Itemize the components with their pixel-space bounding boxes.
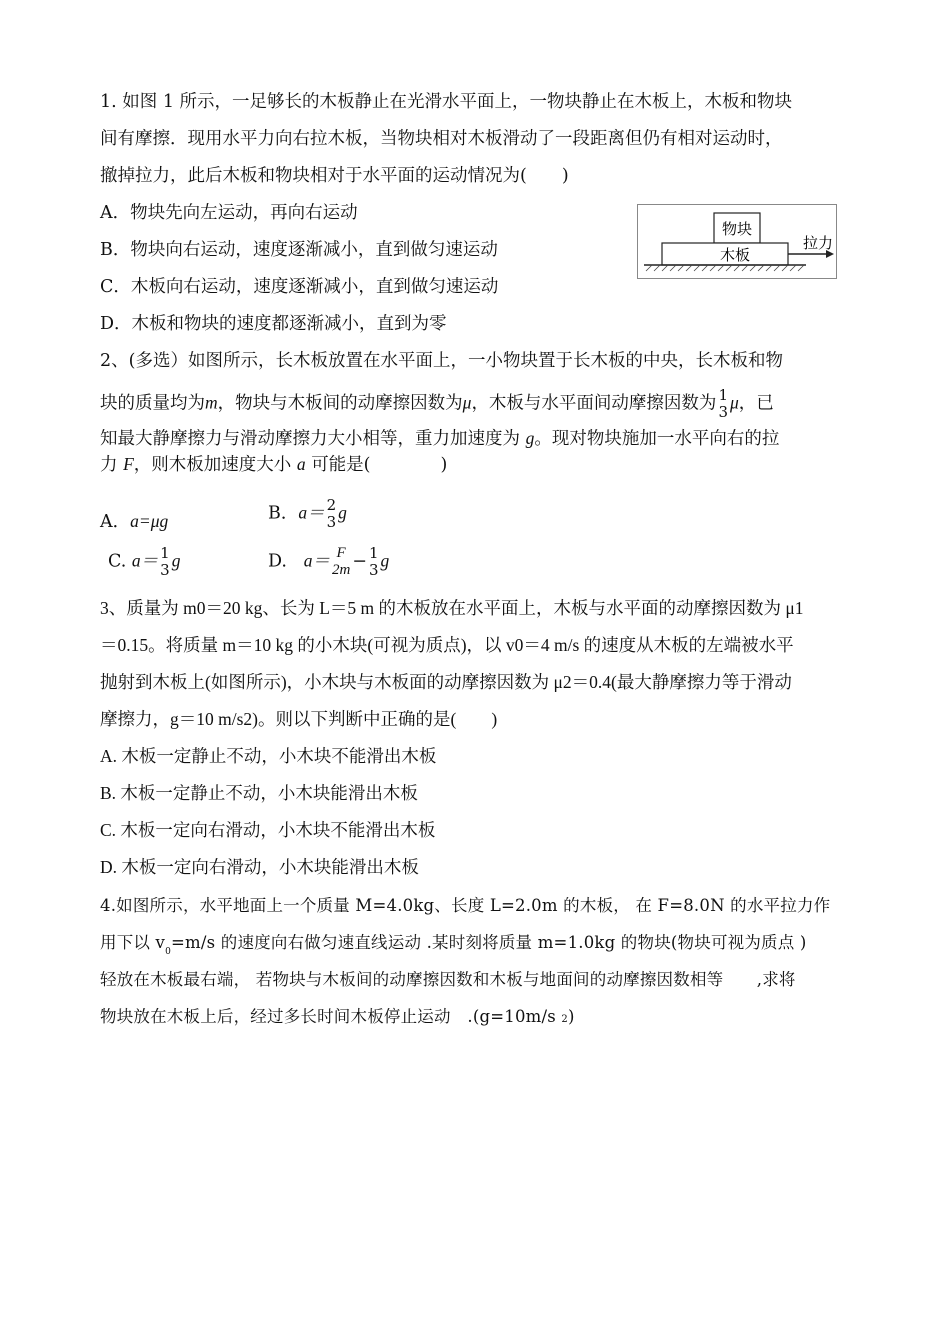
q2-option-a: A．a=μg — [100, 511, 169, 532]
ground-hatch — [646, 265, 804, 271]
q1-line1: 1. 如图 1 所示，一足够长的木板静止在光滑水平面上，一物块静止在木板上，木板和物块 — [100, 92, 793, 112]
q2-option-c: C. a＝ 1 3 g — [108, 544, 181, 579]
fraction-one-third: 1 3 — [718, 386, 728, 421]
q1-line2: 间有摩擦．现用水平力向右拉木板，当物块相对木板滑动了一段距离但仍有相对运动时， — [100, 129, 783, 149]
q3-line1: 3、质量为 m0＝20 kg、长为 L＝5 m 的木板放在水平面上，木板与水平面的动摩擦因数为 μ1 — [100, 598, 804, 618]
q3-option-b: B. 木板一定静止不动，小木块能滑出木板 — [100, 783, 418, 803]
q4-line1: 4.如图所示，水平地面上一个质量 M=4.0kg、长度 L=2.0m 的木板， 在 F=8.0N 的水平拉力作 — [100, 896, 831, 915]
var-g: g — [525, 428, 535, 448]
q2-line3: 知最大静摩擦力与滑动摩擦力大小相等，重力加速度为 g。现对物块施加一水平向右的拉 — [100, 428, 780, 449]
q3-line4: 摩擦力，g＝10 m/s2)。则以下判断中正确的是( ) — [100, 709, 498, 729]
q2-line2: 块的质量均为m，物块与木板间的动摩擦因数为μ，木板与水平面间动摩擦因数为 1 3 μ，已 — [100, 386, 774, 421]
q3-option-a: A. 木板一定静止不动，小木块不能滑出木板 — [100, 746, 437, 766]
force-label: 拉力 — [802, 234, 834, 252]
q1-option-c: C．木板向右运动，速度逐渐减小，直到做匀速运动 — [100, 277, 499, 297]
q1-line3: 撤掉拉力，此后木板和物块相对于水平面的运动情况为( ) — [100, 166, 569, 186]
q2-option-b: B．a＝ 2 3 g — [268, 496, 347, 531]
var-a: a — [296, 454, 306, 474]
q1-option-a: A．物块先向左运动，再向右运动 — [100, 203, 358, 223]
q1-option-b: B．物块向右运动，速度逐渐减小，直到做匀速运动 — [100, 240, 498, 260]
board-label: 木板 — [719, 246, 751, 264]
q3-line2: ＝0.15。将质量 m＝10 kg 的小木块(可视为质点)，以 v0＝4 m/s 的速度从木板的左端被水平 — [100, 635, 794, 655]
var-F: F — [123, 454, 134, 474]
q2-line4: 力 F，则木板加速度大小 a 可能是( ) — [100, 454, 448, 475]
var-m: m — [205, 392, 218, 413]
q3-option-d: D. 木板一定向右滑动，小木块能滑出木板 — [100, 857, 419, 877]
q1-option-d: D．木板和物块的速度都逐渐减小，直到为零 — [100, 314, 447, 334]
board-block-diagram — [638, 205, 836, 278]
q4-line4: 物块放在木板上后，经过多长时间木板停止运动 .(g=10m/s 2) — [100, 1007, 575, 1026]
q4-line2: 用下以 $v_0=m/s$ 的速度向右做匀速直线运动 .某时刻将质量 m=1.0kg 的物块(物块可视为质点 ) — [100, 933, 807, 957]
q2-line1: 2、(多选）如图所示，长木板放置在水平面上，一小物块置于长木板的中央，长木板和物 — [100, 351, 783, 371]
q3-line3: 抛射到木板上(如图所示)，小木块与木板面的动摩擦因数为 μ2＝0.4(最大静摩擦力等于滑动 — [100, 672, 792, 692]
block-label: 物块 — [721, 220, 753, 238]
q1-figure — [637, 204, 837, 279]
q2-option-d: D. a＝ F 2m − 1 3 g — [268, 544, 390, 579]
q4-line3: 轻放在木板最右端， 若物块与木板间的动摩擦因数和木板与地面间的动摩擦因数相等 ,求将 — [100, 970, 796, 989]
var-mu: μ — [462, 392, 472, 413]
q3-option-c: C. 木板一定向右滑动，小木块不能滑出木板 — [100, 820, 436, 840]
